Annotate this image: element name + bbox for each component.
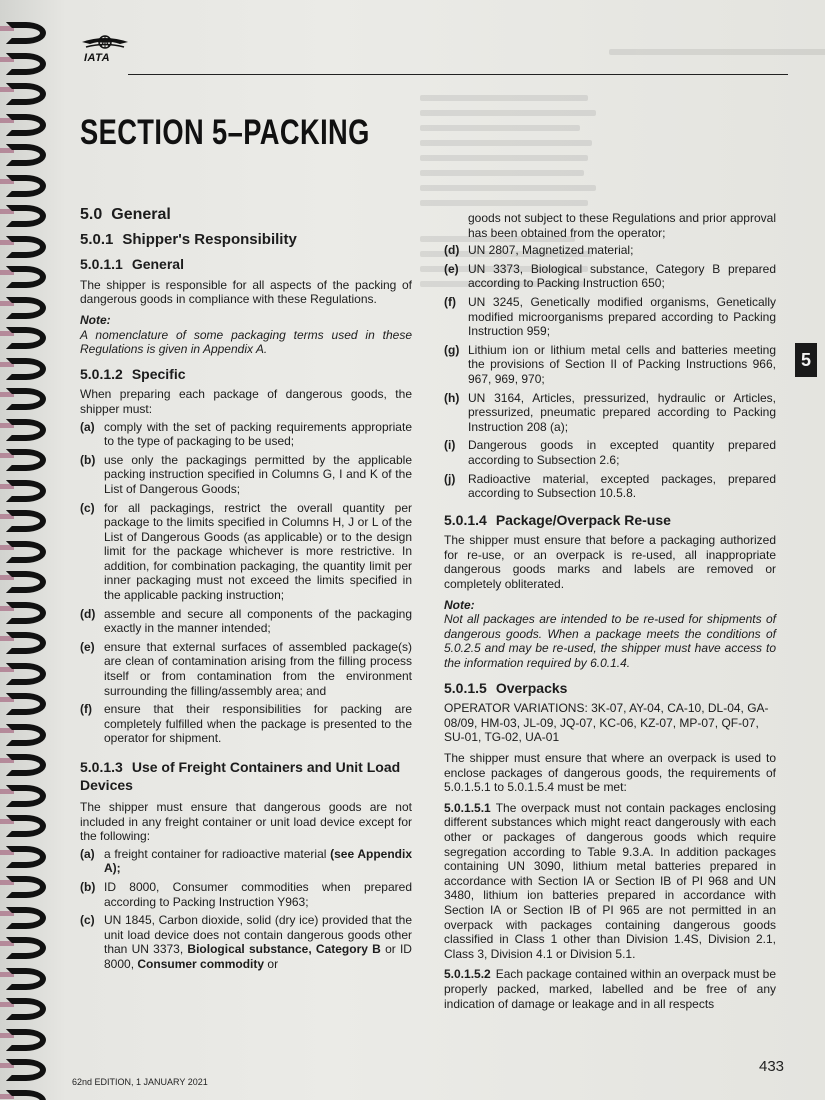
heading-5-0-1-5: 5.0.1.5 Overpacks (444, 679, 568, 696)
list-item: (i) Dangerous goods in excepted quantity prepared according to Subsection 2.6; (444, 438, 776, 467)
spiral-coil (6, 1029, 46, 1051)
list-item: (a) comply with the set of packing requirements appropriate to the type of packaging to be used; (80, 419, 412, 449)
list-5-0-1-2 (80, 420, 412, 746)
list-item: (e) ensure that external surfaces of assembled package(s) are clean of contamination arising from the filling process itself or from contamination from the environment surrounding the filling/assembly area; and (80, 639, 412, 698)
paragraph-5-0-1-5-2: 5.0.1.5.2 Each package contained within an overpack must be properly packed, marked, labelled and be free of any indication of damage or leakage and in all respects (444, 967, 776, 1011)
spiral-coil (6, 785, 46, 807)
list-item-continued: goods not subject to these Regulations and prior approval has been obtained from the operator; (468, 211, 776, 240)
spiral-coil (6, 937, 46, 959)
list-item: (j) Radioactive material, excepted packages, prepared according to Subsection 10.5.8. (444, 471, 776, 501)
heading-5-0-1-2: 5.0.1.2 Specific (80, 365, 186, 382)
paragraph-5-0-1-1: The shipper is responsible for all aspects of the packing of dangerous goods in compliance with these Regulations. (80, 277, 412, 307)
spiral-coil (6, 449, 46, 471)
list-item: (a) a freight container for radioactive material (see Appendix A); (80, 846, 412, 876)
spiral-coil (6, 846, 46, 868)
list-item: (b) ID 8000, Consumer commodities when prepared according to Packing Instruction Y963; (80, 879, 412, 909)
spiral-coil (6, 602, 46, 624)
spiral-coil (6, 480, 46, 502)
list-item: (c) for all packagings, restrict the overall quantity per package to the limits specified in Columns H, J or L of the List of Dangerous Goods (as applicable) or to the design limit for the package whichever is more restrictive. In addition, for combination packaging, the quantity limit per inner packaging must not exceed the limits specified in the applicable packing instruction; (80, 500, 412, 603)
list-item: (h) UN 3164, Articles, pressurized, hydraulic or Articles, pressurized, pneumatic prepared according to Packing Instruction 208 (a); (444, 390, 776, 434)
spiral-coil (6, 968, 46, 990)
list-item: (b) use only the packagings permitted by the applicable packing instruction specified in Columns G, I and K of the List of Dangerous Goods; (80, 452, 412, 496)
spiral-coil (6, 876, 46, 898)
spiral-coil (6, 1090, 46, 1100)
heading-5-0-1: 5.0.1 Shipper's Responsibility (80, 230, 297, 248)
left-column (80, 208, 412, 976)
section-tab: 5 (795, 343, 817, 377)
paragraph-5-0-1-5-1: 5.0.1.5.1 The overpack must not contain packages enclosing different substances which might react dangerously with each other or packages of dangerous goods which require segregation according to Table 9.3.A. In addition packages containing UN 3090, lithium metal batteries prepared in accordance with Section IA or Section IB of PI 968 and UN 3480, lithium ion batteries prepared in accordance with Section IA or Section IB of PI 965 are not permitted in an overpack with packages containing dangerous goods classified in Class 1 other than Division 1.4S, Division 2.1, Class 3, Division 4.1 or Division 5.1. (444, 800, 776, 961)
spiral-coil (6, 236, 46, 258)
spiral-coil (6, 114, 46, 136)
spiral-coil (6, 175, 46, 197)
list-item: (g) Lithium ion or lithium metal cells and batteries meeting the provisions of Section II of Packing Instructions 966, 967, 969, 970; (444, 342, 776, 386)
list-item: (f) ensure that their responsibilities for packing are completely fulfilled when the package is presented to the operator for shipment. (80, 702, 412, 746)
paragraph-5-0-1-3: The shipper must ensure that dangerous goods are not included in any freight container or unit load device except for the following: (80, 800, 412, 844)
spiral-coil (6, 144, 46, 166)
spiral-coil (6, 693, 46, 715)
paragraph-5-0-1-4: The shipper must ensure that before a packaging authorized for re-use, or an overpack is re-used, all inappropriate dangerous goods marks and labels are removed or completely obliterated. (444, 533, 776, 592)
spiral-coil (6, 205, 46, 227)
operator-variations: OPERATOR VARIATIONS: 3K-07, AY-04, CA-10, DL-04, GA-08/09, HM-03, JL-09, JQ-07, KC-06, KZ-07, MP-07, QF-07, SU-01, TG-02, UA-01 (444, 701, 769, 745)
page-number: 433 (759, 1058, 785, 1075)
paragraph-5-0-1-5: The shipper must ensure that where an overpack is used to enclose packages of dangerous goods, the requirements of 5.0.1.5.1 to 5.0.1.5.4 must be met: (444, 751, 776, 795)
spiral-coil (6, 541, 46, 563)
spiral-coil (6, 632, 46, 654)
spiral-coil (6, 724, 46, 746)
heading-5-0-1-3: 5.0.1.3 Use of Freight Containers and Unit Load Devices (80, 759, 401, 793)
spiral-coil (6, 297, 46, 319)
list-5-0-1-3-cont (444, 243, 776, 501)
note-5-0-1-4: Not all packages are intended to be re-used for shipments of dangerous goods. When a package meets the conditions of 5.0.2.5 and may be re-used, the shipper must have access to the information required by 6.0.1.4. (444, 612, 776, 671)
heading-5-0-1-4: 5.0.1.4 Package/Overpack Re-use (444, 511, 671, 528)
spiral-coil (6, 663, 46, 685)
list-item: (c) UN 1845, Carbon dioxide, solid (dry ice) provided that the unit load device does not contain dangerous goods other than UN 3373, Biological substance, Category B or ID 8000, Consumer commodity or (80, 913, 412, 971)
list-item: (f) UN 3245, Genetically modified organisms, Genetically modified microorganisms prepared according to Packing Instruction 959; (444, 294, 776, 339)
spiral-coil (6, 998, 46, 1020)
list-item: (e) UN 3373, Biological substance, Category B prepared according to Packing Instruction 650; (444, 261, 776, 291)
heading-5-0-1-1: 5.0.1.1 General (80, 256, 184, 273)
paragraph-5-0-1-2: When preparing each package of dangerous goods, the shipper must: (80, 387, 412, 416)
spiral-coil (6, 266, 46, 288)
spiral-coil (6, 510, 46, 532)
note-label: Note: (444, 597, 475, 612)
spiral-coil (6, 53, 46, 75)
list-item: (d) UN 2807, Magnetized material; (444, 243, 634, 258)
spiral-coil (6, 754, 46, 776)
spiral-binding (0, 0, 70, 1100)
section-title: SECTION 5–PACKING (80, 113, 370, 152)
note-label: Note: (80, 312, 111, 327)
spiral-coil (6, 22, 46, 44)
spiral-coil (6, 907, 46, 929)
spiral-coil (6, 388, 46, 410)
right-column (444, 211, 776, 1017)
header-rule (128, 74, 788, 75)
spiral-coil (6, 571, 46, 593)
list-item: (d) assemble and secure all components of the packaging exactly in the manner intended; (80, 606, 412, 636)
heading-5-0: 5.0 General (80, 206, 171, 223)
spiral-coil (6, 327, 46, 349)
footer-edition: 62nd EDITION, 1 JANUARY 2021 (72, 1077, 208, 1087)
spiral-coil (6, 815, 46, 837)
spiral-coil (6, 358, 46, 380)
note-5-0-1-1: A nomenclature of some packaging terms used in these Regulations is given in Appendix A. (80, 327, 412, 357)
spiral-coil (6, 419, 46, 441)
spiral-coil (6, 1059, 46, 1081)
spiral-coil (6, 83, 46, 105)
iata-logo-text: IATA (84, 52, 111, 64)
